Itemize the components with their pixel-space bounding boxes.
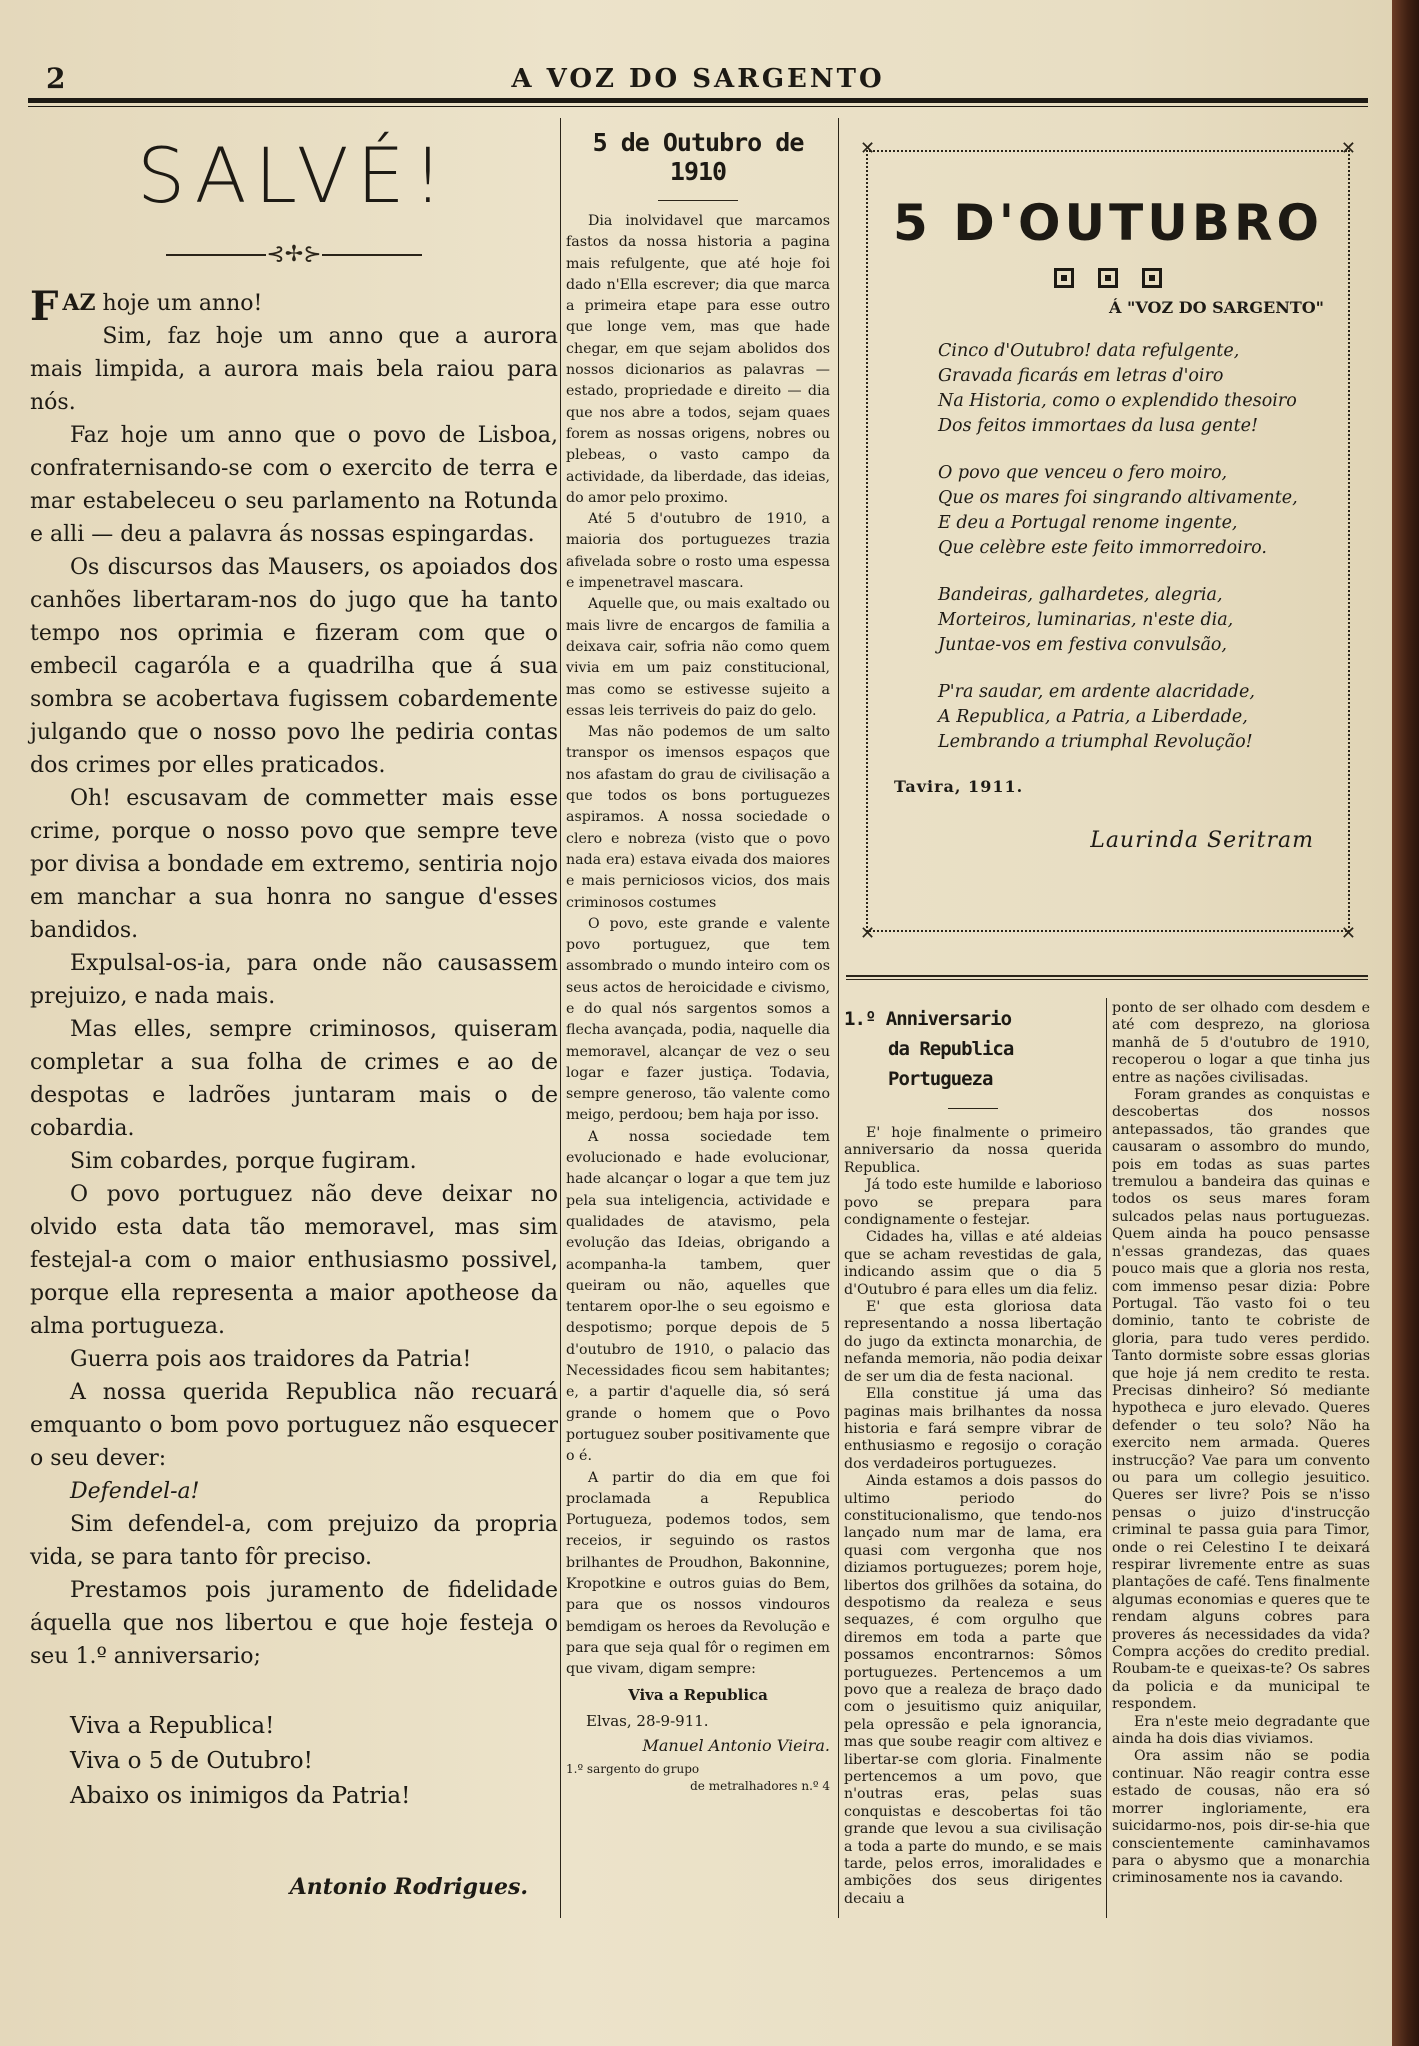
short-rule (948, 1108, 998, 1109)
paragraph: Sim, faz hoje um anno que a aurora mais limpida, a aurora mais bela raiou para nós. (30, 324, 558, 415)
paragraph: Ora assim não se podia continuar. Não reagir contra esse estado de cousas, não era só morrer ingloriamente, era suicidarmo-nos, pois dir-se-hia que conscientemente caminhavamos para o abysmo que a monarchia criminosamente nos ia cavando. (1112, 1748, 1370, 1887)
column-rule (838, 118, 839, 1918)
article-title: SALVÉ! (136, 131, 452, 220)
header-rule (28, 98, 1368, 103)
paragraph: Era n'este meio degradante que ainda ha dois dias viviamos. (1112, 1713, 1370, 1748)
article-5-outubro-1910 (566, 128, 830, 1795)
ornament-divider: ⊰✢⊱ (30, 242, 558, 267)
stanza: P'ra saudar, em ardente alacridade, A Republica, a Patria, a Liberdade, Lembrando a triumphal Revolução! (938, 682, 1255, 752)
signature: Laurinda Seritram (1090, 828, 1314, 853)
masthead: A VOZ DO SARGENTO (511, 64, 885, 94)
paragraph: Até 5 d'outubro de 1910, a maioria dos portuguezes trazia afivelada sobre o rosto uma espessa e impenetravel mascara. (566, 511, 830, 592)
corner-ornament: ✕ (860, 923, 876, 944)
article-title: 1.º Anniversario da Republica Portugueza (844, 1008, 1014, 1090)
paragraph: E' hoje finalmente o primeiro anniversario da nossa querida Republica. (844, 1125, 1102, 1176)
paragraph: A nossa sociedade tem evolucionado e hade evolucionar, hade alcançar o logar a que tem juz pela sua inteligencia, actividade e qualidades de atavismo, pela evolução das Ideias, obrigando a acompanha-la tambem, quer queiram ou não, aquelles que tentarem opor-lhe o seu egoismo e despotismo; porque depois de 5 d'outubro de 1910, o palacio das Necessidades ficou sem habitantes; e, a partir d'aquelle dia, só será grande o homem que o Povo portuguez souber positivamente que o é. (566, 1128, 830, 1465)
corner-ornament: ✕ (1340, 138, 1356, 159)
poem-title: 5 D'OUTUBRO (893, 194, 1323, 252)
poem-box (860, 138, 1356, 944)
place-date: Elvas, 28-9-911. (586, 1712, 709, 1731)
paragraph: Ella constitue já uma das paginas mais brilhantes da nossa historia e fará sempre vibrar de enthusiasmo e regosijo o coração dos verdadeiros portuguezes. (844, 1386, 1102, 1472)
paragraph: Aquelle que, ou mais exaltado ou mais livre de encargos de familia a deixava cair, sofria não como quem vivia em um paiz constitucional, mas como se estivesse sujeito a essas leis terriveis do paiz do gelo. (566, 596, 830, 719)
page-number: 2 (46, 62, 66, 95)
column-rule (1106, 998, 1107, 1918)
page-header (28, 62, 1368, 95)
corner-ornament: ✕ (860, 138, 876, 159)
paragraph: Já todo este humilde e laborioso povo se prepara para condignamente o festejar. (844, 1177, 1102, 1229)
column-rule (560, 118, 561, 1918)
article-title: 5 de Outubro de 1910 (592, 128, 804, 186)
paragraph: Cidades ha, villas e até aldeias que se acham revestidas de gala, indicando assim que o dia 5 d'Outubro é para elles um dia feliz. (844, 1229, 1102, 1298)
drop-cap: F (30, 283, 59, 330)
stanza: O povo que venceu o fero moiro, Que os mares foi singrando altivamente, E deu a Portugal renome ingente, Que celèbre este feito immorredoiro. (938, 463, 1298, 558)
section-rule-thin (846, 979, 1368, 980)
paragraph: O povo, este grande e valente povo portuguez, que tem assombrado o mundo inteiro com os seus actos de heroicidade e civismo, e do qual nós sargentos somos a flecha avançada, podia, naquelle dia memoravel, alcançar de vez o seu logar e fazer justiça. Todavia, sempre generoso, tão valente como meigo, perdoou; bem haja por isso. (566, 915, 830, 1124)
viva-line: Abaixo os inimigos da Patria! (70, 1783, 411, 1809)
paragraph: Faz hoje um anno que o povo de Lisboa, confraternisando-se com o exercito de terra e mar estabeleceu o seu parlamento na Rotunda e alli — deu a palavra ás nossas espingardas. (30, 423, 558, 547)
article-body (30, 283, 558, 1673)
paragraph: FAZ hoje um anno! (30, 283, 263, 330)
stanza: Cinco d'Outubro! data refulgente, Gravada ficarás em letras d'oiro Na Historia, como o explendido thesoiro Dos feitos immortaes da lusa gente! (938, 341, 1297, 436)
paragraph: Defendel-a! (70, 1479, 200, 1504)
article-salve (30, 118, 558, 1900)
ornament-squares (868, 268, 1348, 292)
paragraph: Sim defendel-a, com prejuizo da propria vida, se para tanto fôr preciso. (30, 1512, 558, 1570)
section-rule (846, 975, 1368, 977)
article-body (1112, 1000, 1370, 1888)
paragraph: Guerra pois aos traidores da Patria! (70, 1347, 472, 1372)
signature: Antonio Rodrigues. (289, 1874, 528, 1900)
article-anniversary (844, 1004, 1102, 1908)
corner-ornament: ✕ (1340, 923, 1356, 944)
signature: Manuel Antonio Vieira. (642, 1736, 830, 1756)
header-rule-thin (28, 106, 1368, 107)
book-binding-edge (1392, 0, 1419, 2046)
paragraph: Ainda estamos a dois passos do ultimo periodo do constitucionalismo, que tendo-nos lançado num mar de lama, era quasi com vergonha que nos diziamos portuguezes; porem hoje, libertos dos grilhões da sotaina, do despotismo da realeza e seus sequazes, é com orgulho que diremos em toda a parte que possamos encontrarnos: Sômos portuguezes. Pertencemos a um povo que a realeza de braço dado com o jesuitismo quiz aniquilar, pela opressão e pela ignorancia, mas que soube reagir com altivez e libertar-se com gloria. Finalmente pertencemos a um povo, que n'outras eras, pelas suas conquistas e descobertas foi tão grande que levou a sua civilisação a toda a parte do mundo, e se mais tarde, pelos erros, imoralidades e ambições dos seus dirigentes decaiu a (844, 1473, 1102, 1907)
article-body (844, 1125, 1102, 1908)
paragraph: ponto de ser olhado com desdem e até com desprezo, na gloriosa manhã de 5 d'outubro de 1910, recoperou o logar a que tinha jus entre as nações civilisadas. (1112, 1000, 1370, 1086)
paragraph: Mas não podemos de um salto transpor os imensos espaços que nos afastam do grau de civilisação a que todos os bons portuguezes aspiramos. A nossa sociedade o clero e nobreza (visto que o povo nada era) estava eivada dos maiores e mais perniciosos vicios, dos mais criminosos costumes (566, 724, 830, 911)
paragraph: Prestamos pois juramento de fidelidade áquella que nos libertou e que hoje festeja o seu 1.º anniversario; (30, 1578, 558, 1669)
paragraph: A partir do dia em que foi proclamada a Republica Portugueza, podemos todos, sem receios, ir seguindo os rastos brilhantes de Proudhon, Bakonnine, Kropotkine e outros guias do Bem, para que os nossos vindouros bemdigam os heroes da Revolução e para que seja qual fôr o regimen em que vivam, digam sempre: (566, 1469, 830, 1678)
article-body (566, 211, 830, 1680)
paragraph: Oh! escusavam de commetter mais esse crime, porque o nosso povo que sempre teve por divisa a bondade em extremo, sentiria nojo em manchar a sua honra no sangue d'esses bandidos. (30, 786, 558, 943)
short-rule (658, 200, 738, 201)
paragraph: E' que esta gloriosa data representando a nossa libertação do jugo da extincta monarchia, de nefanda memoria, não podia deixar de ser um dia de festa nacional. (844, 1299, 1102, 1385)
viva-list (30, 1709, 558, 1814)
viva-line: Viva a Republica (628, 1686, 768, 1705)
paragraph: Dia inolvidavel que marcamos fastos da nossa historia a pagina mais refulgente, que até hoje foi dado n'Ella escrever; dia que marca a primeira etape para esse outro que longe vem, mas que hade chegar, em que sejam abolidos dos nossos dicionarios as palavras — estado, propriedade e direito — dia que nos abre a todos, sejam quaes forem as nossas origens, nobres ou plebeas, o vasto campo da actividade, da liberdade, das ideias, do amor pelo proximo. (566, 213, 830, 506)
paragraph: Mas elles, sempre criminosos, quiseram completar a sua folha de crimes e ao de despotas e ladrões juntaram mais o de cobardia. (30, 1017, 558, 1141)
paragraph: Sim cobardes, porque fugiram. (70, 1149, 417, 1174)
dedication: Á "VOZ DO SARGENTO" (1109, 298, 1324, 317)
paragraph: Foram grandes as conquistas e descobertas dos nossos antepassados, tão grandes que causaram o assombro do mundo, pois em todas as suas partes tremulou a bandeira das quinas e todos os seus mares foram sulcados pelas naus portuguezas. Quem ainda ha pouco pensasse n'essas grandezas, das quaes pouco mais que a gloria nos resta, com immenso pesar dizia: Pobre Portugal. Tão vasto foi o teu dominio, tanto te cobriste de gloria, para tudo veres perdido. Tanto dormiste sobre essas glorias que hoje já nem credito te resta. Precisas dinheiro? Só mediante hypotheca e juro elevado. Queres defender o teu solo? Não ha exercito nem armada. Queres instrucção? Vae para um convento ou para um collegio jesuitico. Queres ser livre? Pois se n'isso pensas o juizo d'instrucção criminal te passa guia para Timor, onde o rei Celestino I te deixará respirar livremente entre as suas plantações de café. Tens finalmente algumas economias e queres que te rendam alguns cobres para proveres ás necessidades da vida? Compra acções do credito predial. Roubam-te e queixas-te? Os sabres da policia e da municipal te respondem. (1112, 1087, 1370, 1713)
stanza: Bandeiras, galhardetes, alegria, Morteiros, luminarias, n'este dia, Juntae-vos em festiva convulsão, (938, 585, 1234, 655)
article-anniversary-continued (1112, 1000, 1370, 1888)
viva-line: Viva a Republica! (70, 1713, 275, 1739)
place-date: Tavira, 1911. (894, 777, 1024, 796)
viva-line: Viva o 5 de Outubro! (70, 1748, 313, 1774)
paragraph: O povo portuguez não deve deixar no olvido esta data tão memoravel, mas sim festejal-a com o maior enthusiasmo possivel, porque ella representa a maior apotheose da alma portugueza. (30, 1182, 558, 1339)
paragraph: Expulsal-os-ia, para onde não causassem prejuizo, e nada mais. (30, 951, 558, 1009)
author-rank: 1.º sargento do grupo de metralhadores n.º 4 (566, 1762, 830, 1794)
paragraph: Os discursos das Mausers, os apoiados dos canhões libertaram-nos do jugo que ha tanto tempo nos oprimia e fizeram com que o embecil cagaróla e a quadrilha que á sua sombra se acobertava fugissem cobardemente julgando que o nosso povo lhe pediria contas dos crimes por elles praticados. (30, 555, 558, 778)
paragraph: A nossa querida Republica não recuará emquanto o bom povo portuguez não esquecer o seu dever: (30, 1380, 558, 1471)
